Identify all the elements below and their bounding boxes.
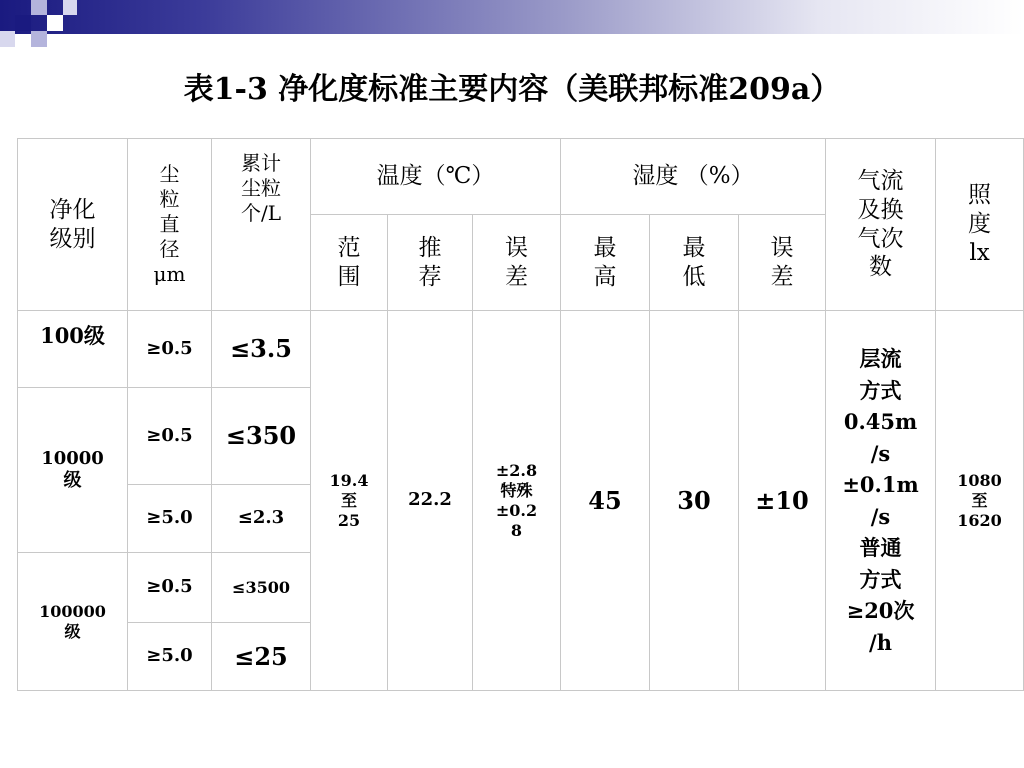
particle-count-cell: ≤2.3 [212, 485, 311, 553]
particle-size-cell: ≥0.5 [128, 311, 212, 388]
subheader-temp-recommended: 推 荐 [388, 215, 473, 311]
subheader-temp-error: 误 差 [473, 215, 561, 311]
header-illuminance: 照 度 lx [936, 139, 1024, 311]
decor-square-light [31, 0, 47, 15]
header-particle-size: 尘 粒 直 径 μm [128, 139, 212, 311]
particle-count-cell: ≤3.5 [212, 311, 311, 388]
humidity-max-value: 45 [561, 311, 650, 691]
header-airflow: 气流 及换 气次 数 [826, 139, 936, 311]
header-grade: 净化 级别 [18, 139, 128, 311]
temp-range-value: 19.4 至 25 [311, 311, 388, 691]
header-cumulative-count: 累计 尘粒 个/L [212, 139, 311, 311]
decor-square-light [31, 31, 47, 47]
particle-count-cell: ≤3500 [212, 553, 311, 623]
grade-10000: 10000 级 [18, 388, 128, 553]
header-humidity: 湿度 （%） [561, 139, 826, 215]
page-title: 表1-3 净化度标准主要内容（美联邦标准209a） [183, 72, 841, 107]
cleanliness-standard-table [17, 138, 1024, 691]
temp-recommended-value: 22.2 [388, 311, 473, 691]
subheader-temp-range: 范 围 [311, 215, 388, 311]
humidity-min-value: 30 [650, 311, 739, 691]
illuminance-value: 1080 至 1620 [936, 311, 1024, 691]
grade-100000: 100000 级 [18, 553, 128, 691]
particle-size-cell: ≥0.5 [128, 388, 212, 485]
decor-square-light [63, 0, 77, 15]
header-temperature: 温度（℃） [311, 139, 561, 215]
decor-square-light [0, 31, 15, 47]
humidity-error-value: ±10 [739, 311, 826, 691]
particle-size-cell: ≥5.0 [128, 623, 212, 691]
particle-count-cell: ≤350 [212, 388, 311, 485]
subheader-humidity-min: 最 低 [650, 215, 739, 311]
particle-size-cell: ≥5.0 [128, 485, 212, 553]
decor-square-dark [15, 15, 31, 31]
subheader-humidity-max: 最 高 [561, 215, 650, 311]
grade-100: 100级 [18, 311, 128, 388]
airflow-value: 层流 方式 0.45m /s ±0.1m /s 普通 方式 ≥20次 /h [826, 311, 936, 691]
subheader-humidity-error: 误 差 [739, 215, 826, 311]
header-gradient-bar [0, 0, 1024, 34]
decor-square-white [47, 15, 63, 31]
temp-error-value: ±2.8 特殊 ±0.2 8 [473, 311, 561, 691]
particle-count-cell: ≤25 [212, 623, 311, 691]
particle-size-cell: ≥0.5 [128, 553, 212, 623]
